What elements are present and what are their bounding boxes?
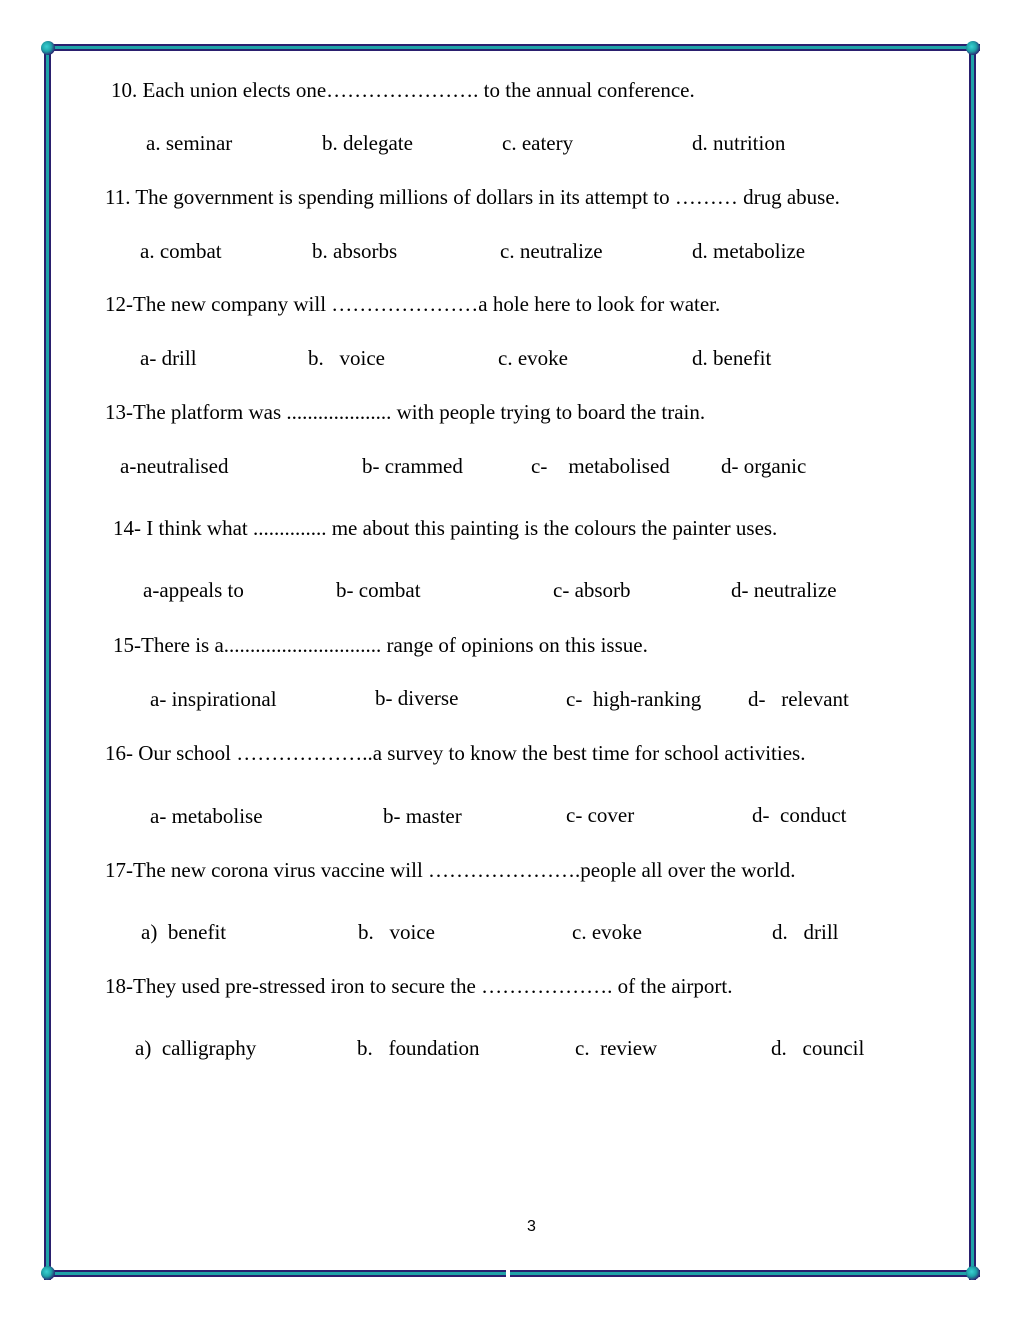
question-11-option-a: a. combat: [140, 239, 222, 263]
page-number: 3: [527, 1218, 536, 1235]
question-17-option-b: b. voice: [358, 920, 435, 944]
question-17-option-c: c. evoke: [572, 920, 642, 944]
border-bottom-gap: [506, 1270, 510, 1282]
corner-ornament-icon: [966, 1266, 980, 1280]
border-bottom: [44, 1270, 980, 1277]
corner-ornament-icon: [41, 41, 55, 55]
question-15-option-c: c- high-ranking: [566, 687, 702, 711]
question-13: 13-The platform was .................... with people trying to board the train.: [105, 400, 706, 424]
question-10-option-b: b. delegate: [322, 131, 413, 155]
corner-ornament-icon: [41, 1266, 55, 1280]
question-13-option-a: a-neutralised: [120, 454, 229, 478]
question-16-option-a: a- metabolise: [150, 804, 263, 828]
question-11-option-d: d. metabolize: [692, 239, 806, 263]
question-12-option-d: d. benefit: [692, 346, 772, 370]
question-18-option-b: b. foundation: [357, 1036, 480, 1060]
question-14-option-c: c- absorb: [553, 578, 631, 602]
question-18: 18-They used pre-stressed iron to secure the ………………. of the airport.: [105, 974, 733, 998]
question-11-option-b: b. absorbs: [312, 239, 398, 263]
question-15-option-b: b- diverse: [375, 686, 459, 710]
question-16: 16- Our school ………………..a survey to know the best time for school activities.: [105, 741, 806, 765]
question-11-option-c: c. neutralize: [500, 239, 603, 263]
question-10-option-d: d. nutrition: [692, 131, 786, 155]
question-14-option-b: b- combat: [336, 578, 421, 602]
question-13-option-b: b- crammed: [362, 454, 463, 478]
question-13-option-d: d- organic: [721, 454, 807, 478]
corner-ornament-icon: [966, 41, 980, 55]
question-17-option-d: d. drill: [772, 920, 839, 944]
border-top: [44, 44, 980, 51]
question-14: 14- I think what .............. me about this painting is the colours the painter uses.: [113, 516, 778, 540]
question-15: 15-There is a.............................. range of opinions on this issue.: [113, 633, 648, 657]
question-10-option-a: a. seminar: [146, 131, 233, 155]
question-13-option-c: c- metabolised: [531, 454, 670, 478]
border-left: [44, 44, 51, 1280]
question-18-option-c: c. review: [575, 1036, 658, 1060]
question-12-option-a: a- drill: [140, 346, 197, 370]
question-18-option-a: a) calligraphy: [135, 1036, 257, 1060]
question-12: 12-The new company will …………………a hole here to look for water.: [105, 292, 721, 316]
question-12-option-b: b. voice: [308, 346, 385, 370]
question-17: 17-The new corona virus vaccine will ………………….people all over the world.: [105, 858, 796, 882]
question-16-option-c: c- cover: [566, 803, 635, 827]
question-14-option-a: a-appeals to: [143, 578, 244, 602]
question-10: 10. Each union elects one…………………. to the annual conference.: [111, 78, 695, 102]
border-right: [969, 44, 976, 1280]
question-11: 11. The government is spending millions of dollars in its attempt to ……… drug abuse.: [105, 185, 840, 209]
question-14-option-d: d- neutralize: [731, 578, 837, 602]
question-16-option-d: d- conduct: [752, 803, 847, 827]
question-18-option-d: d. council: [771, 1036, 865, 1060]
question-17-option-a: a) benefit: [141, 920, 227, 944]
question-16-option-b: b- master: [383, 804, 462, 828]
question-15-option-d: d- relevant: [748, 687, 849, 711]
question-10-option-c: c. eatery: [502, 131, 574, 155]
question-12-option-c: c. evoke: [498, 346, 568, 370]
question-15-option-a: a- inspirational: [150, 687, 277, 711]
